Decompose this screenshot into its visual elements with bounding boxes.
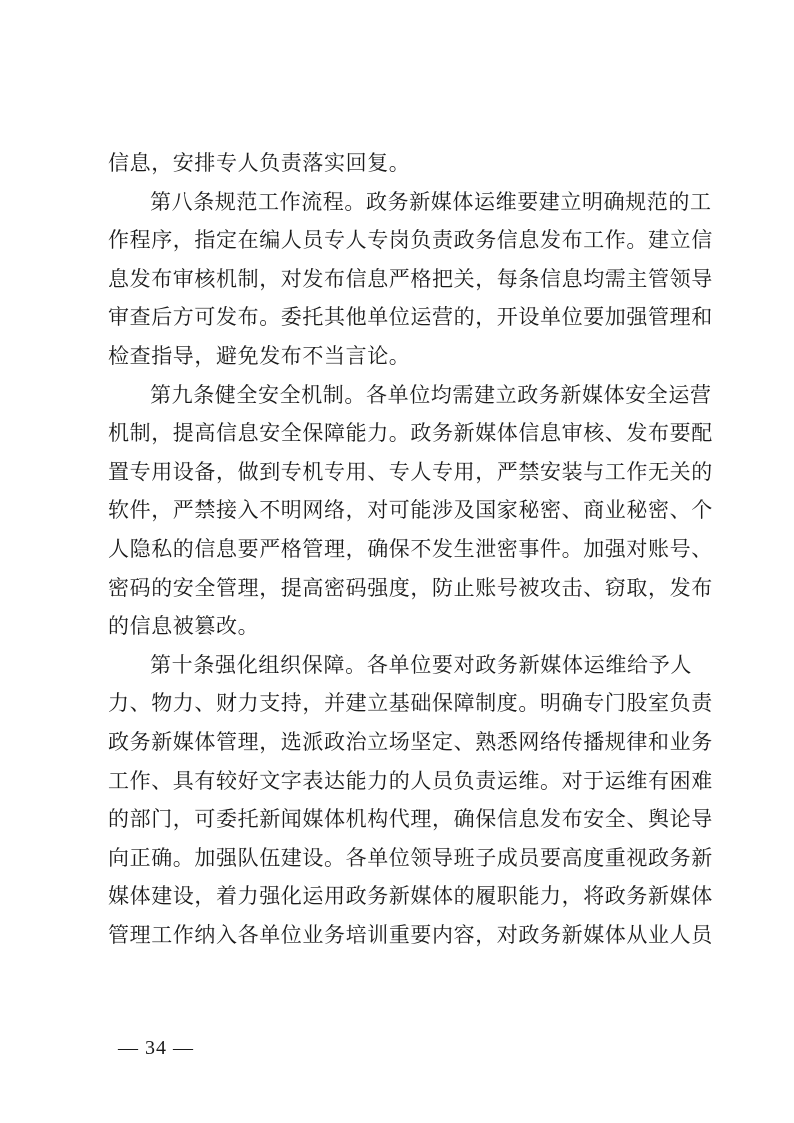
text-line: 管理工作纳入各单位业务培训重要内容，对政务新媒体从业人员 bbox=[108, 922, 713, 947]
text-line: 力、物力、财力支持，并建立基础保障制度。明确专门股室负责 bbox=[108, 691, 713, 716]
text-line: 媒体建设，着力强化运用政务新媒体的履职能力，将政务新媒体 bbox=[108, 884, 713, 909]
text-line: 人隐私的信息要严格管理，确保不发生泄密事件。加强对账号、 bbox=[108, 536, 713, 561]
article-9-heading-line: 第九条健全安全机制。各单位均需建立政务新媒体安全运营 bbox=[150, 382, 712, 407]
page-number: — 34 — bbox=[118, 1037, 194, 1059]
text-line: 作程序，指定在编人员专人专岗负责政务信息发布工作。建立信 bbox=[108, 228, 713, 253]
text-line: 的部门，可委托新闻媒体机构代理，确保信息发布安全、舆论导 bbox=[108, 807, 713, 832]
text-line: 机制，提高信息安全保障能力。政务新媒体信息审核、发布要配 bbox=[108, 421, 713, 446]
text-line: 向正确。加强队伍建设。各单位领导班子成员要高度重视政务新 bbox=[108, 845, 713, 870]
text-line: 审查后方可发布。委托其他单位运营的，开设单位要加强管理和 bbox=[108, 305, 713, 330]
document-body bbox=[108, 144, 713, 954]
text-line: 信息，安排专人负责落实回复。 bbox=[108, 151, 411, 175]
article-10-heading-line: 第十条强化组织保障。各单位要对政务新媒体运维给予人 bbox=[150, 652, 692, 677]
text-line: 政务新媒体管理，选派政治立场坚定、熟悉网络传播规律和业务 bbox=[108, 729, 713, 754]
text-line: 的信息被篡改。 bbox=[108, 614, 260, 639]
text-line: 软件，严禁接入不明网络，对可能涉及国家秘密、商业秘密、个 bbox=[108, 498, 713, 523]
text-line: 工作、具有较好文字表达能力的人员负责运维。对于运维有困难 bbox=[108, 768, 713, 793]
text-line: 检查指导，避免发布不当言论。 bbox=[108, 343, 411, 368]
article-8-heading-line: 第八条规范工作流程。政务新媒体运维要建立明确规范的工 bbox=[150, 189, 712, 214]
text-line: 密码的安全管理，提高密码强度，防止账号被攻击、窃取，发布 bbox=[108, 575, 713, 600]
text-line: 置专用设备，做到专机专用、专人专用，严禁安装与工作无关的 bbox=[108, 459, 713, 484]
text-line: 息发布审核机制，对发布信息严格把关，每条信息均需主管领导 bbox=[108, 266, 713, 291]
